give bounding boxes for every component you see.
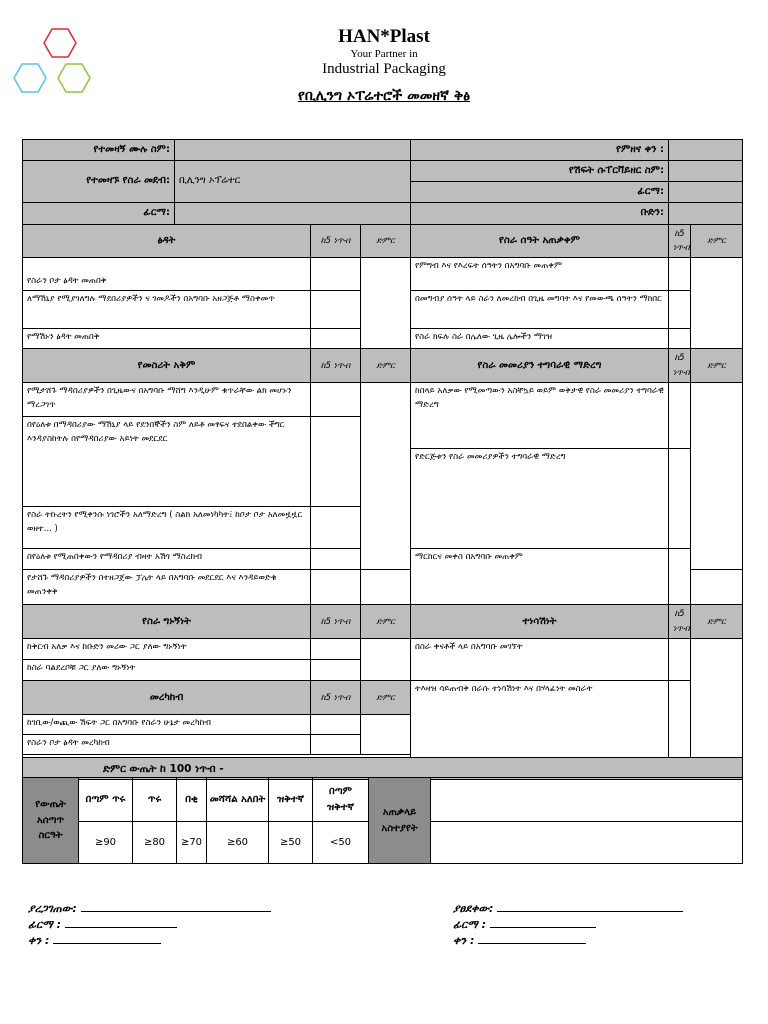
evaluation-date-label: የምዘና ቀን :	[411, 140, 669, 161]
evaluatee-name-field[interactable]	[175, 140, 411, 161]
total-cell[interactable]	[691, 570, 743, 605]
score-cell[interactable]	[311, 570, 361, 605]
score-cell[interactable]	[311, 329, 361, 349]
section-title-reporting: መረካከብ	[23, 681, 311, 715]
relations-item: ከስራ ባልደረቦቹ ጋር ያለው ግኑኝነት	[23, 660, 311, 681]
score-cell[interactable]	[669, 449, 691, 549]
grade-threshold: <50	[313, 822, 369, 864]
resources-item: የታሸጉ ማዳበሪያዎችን በተዘጋጀው ፓሌት ላይ በአግባቡ መደርደር እና እንዳይወድቁ መጠንቀቅ	[23, 570, 311, 605]
verified-by-block	[28, 901, 271, 949]
resources-item: የስራ ትኩረትን የሚቀንሱ ነገሮችን አለማድረግ ( ስልክ አለመነካካት፤ ከቦታ ቦታ አለመዟዟር ወዘተ... )	[23, 507, 311, 549]
verifier-signature-line[interactable]	[65, 918, 177, 928]
safety-item: የማሽኑን ፅዳት መጠበቅ	[23, 329, 311, 349]
score-cell[interactable]	[669, 291, 691, 329]
score-cell[interactable]	[311, 507, 361, 549]
col-total: ድምር	[691, 349, 743, 383]
col-out-of-5: ከ5 ነጥብ	[311, 605, 361, 639]
score-cell[interactable]	[311, 549, 361, 570]
col-total: ድምር	[361, 681, 411, 715]
score-cell[interactable]	[311, 735, 361, 755]
company-name: HAN*Plast	[338, 26, 430, 47]
col-total: ድምር	[361, 224, 411, 258]
total-cell[interactable]	[361, 715, 411, 755]
score-cell[interactable]	[311, 258, 361, 291]
grade-label: በቂ	[177, 778, 207, 822]
score-cell[interactable]	[669, 329, 691, 349]
general-comment-field[interactable]	[431, 822, 743, 864]
shift-supervisor-label: የሽፍት ሱፐርቫይዘር ስም:	[411, 160, 669, 181]
grade-label: ዝቅተኛ	[269, 778, 313, 822]
col-out-of-5: ከ5 ነጥብ	[669, 605, 691, 639]
score-cell[interactable]	[311, 383, 361, 417]
form-title: የቢሊንግ ኦፐሬተሮች መመዘኛ ቅፅ	[298, 88, 470, 104]
section-title-punctuality: ተነሳሽነት	[411, 605, 669, 639]
approver-signature-line[interactable]	[490, 918, 596, 928]
total-cell[interactable]	[361, 639, 411, 681]
reporting-item: የስራን ቦታ ፅዳት መረካከብ	[23, 735, 311, 755]
verified-by-label: ያረጋገጠው:	[28, 902, 77, 915]
grade-threshold: ≥60	[207, 822, 269, 864]
verifier-signature-label: ፊርማ :	[28, 918, 62, 931]
score-cell[interactable]	[311, 715, 361, 735]
score-cell[interactable]	[669, 383, 691, 449]
approver-date-label: ቀን :	[453, 934, 475, 947]
score-cell[interactable]	[311, 660, 361, 681]
procedure-item: የድርጅቱን የስራ መመሪያዎችን ተግባራዊ ማድረግ	[411, 449, 669, 549]
grade-threshold: ≥70	[177, 822, 207, 864]
relations-item: ከቅርብ አለቃ እና ከቡድን መሪው ጋር ያለው ግኑኝነት	[23, 639, 311, 660]
grading-system-label: የውጤት አሰጣጥ ስርዓት	[23, 778, 79, 864]
grade-label: መሻሻል አለበት	[207, 778, 269, 822]
approved-by-block	[453, 901, 683, 949]
safety-item: የስራን ቦታ ፅዳት መጠበቅ	[23, 258, 311, 291]
col-total: ድምር	[691, 224, 743, 258]
col-out-of-5: ከ5 ነጥብ	[311, 349, 361, 383]
score-cell[interactable]	[311, 417, 361, 507]
general-comment-label: አጠቃላይ አስተያየት	[369, 778, 431, 864]
group-label: ቡድን:	[411, 202, 669, 224]
score-cell[interactable]	[669, 639, 691, 681]
evaluation-date-field[interactable]	[669, 140, 743, 161]
score-cell[interactable]	[311, 291, 361, 329]
col-total: ድምር	[361, 349, 411, 383]
resources-item: የሚታሸጉ ማዳበሪያዎችን በጊዜውና በአግባቡ ማሸግ እንዲሁም ቁጥራቸው ልክ መሆኑን ማረጋገጥ	[23, 383, 311, 417]
col-out-of-5: ከ5 ነጥብ	[311, 224, 361, 258]
evaluatee-name-label: የተመዛኝ ሙሉ ስም:	[23, 140, 175, 161]
company-tagline: Your Partner in	[350, 48, 418, 60]
col-total: ድምር	[691, 605, 743, 639]
col-out-of-5: ከ5 ነጥብ	[669, 349, 691, 383]
grade-label: ጥሩ	[133, 778, 177, 822]
grade-threshold: ≥80	[133, 822, 177, 864]
grade-label: በጣም ዝቅተኛ	[313, 778, 369, 822]
total-cell[interactable]	[691, 639, 743, 758]
group-field[interactable]	[669, 202, 743, 224]
total-cell[interactable]	[361, 258, 411, 349]
grading-table	[22, 777, 743, 864]
total-cell[interactable]	[691, 258, 743, 349]
grade-threshold: ≥50	[269, 822, 313, 864]
score-cell[interactable]	[669, 549, 691, 605]
evaluatee-role-value: ቢሊንግ ኦፕሬተር	[175, 160, 411, 202]
section-title-safety: ፅዳት	[23, 224, 311, 258]
verifier-date-line[interactable]	[53, 934, 161, 944]
total-cell[interactable]	[361, 570, 411, 605]
total-cell[interactable]	[691, 383, 743, 570]
procedure-item: ማርከርና መቀስ በአግባቡ መጠቀም	[411, 549, 669, 605]
col-out-of-5: ከ5 ነጥብ	[311, 681, 361, 715]
grade-label: በጣም ጥሩ	[79, 778, 133, 822]
reporting-item: ከገቢው/ወጪው ሽፍት ጋር በአግባቡ የስራን ሁኔታ መረካከብ	[23, 715, 311, 735]
work-hours-item: የስራ ክፍሉ ስራ በሌለው ጊዜ ሌሎችን ማገዝ	[411, 329, 669, 349]
approved-by-line[interactable]	[497, 902, 683, 912]
section-title-resources: የመስሪት አቅም	[23, 349, 311, 383]
resources-item: በየዕለቱ የሚጠበቀውን የማዳበሪያ ብዛት አሽጎ ማስረከብ	[23, 549, 311, 570]
score-cell[interactable]	[311, 639, 361, 660]
work-hours-item: የምግብ እና የእረፍት ሰዓትን በአግባቡ መጠቀም	[411, 258, 669, 291]
approver-signature-label: ፊርማ :	[453, 918, 487, 931]
section-title-relations: የስራ ግኑኝነት	[23, 605, 311, 639]
supervisor-signature-field[interactable]	[669, 181, 743, 202]
punctuality-item: ትእዛዝ ሳይጠብቅ በራሱ ተነሳሽነት እና በሃላፊነት መስራት	[411, 681, 669, 758]
shift-supervisor-field[interactable]	[669, 160, 743, 181]
col-out-of-5: ከ5 ነጥብ	[669, 224, 691, 258]
supervisor-signature-label: ፊርማ:	[411, 181, 669, 202]
work-hours-item: በመግብያ ሰዓት ላይ ስራን ለመረከብ በጊዜ መግባት እና የመውጫ ሰዓትን ማክበር	[411, 291, 669, 329]
section-title-work-hours: የስራ ሰዓት አጠቃቀም	[411, 224, 669, 258]
evaluation-table	[22, 139, 743, 780]
procedure-item: ከበላይ አለቃው የሚመጣውን አስቸኳይ ወይም ወቅታዊ የስራ መመሪያን ተግባራዊ ማድረግ	[411, 383, 669, 449]
punctuality-item: በስራ ቀናቶች ላይ በአግባቡ መገኘት	[411, 639, 669, 681]
approved-by-label: ያፀደቀው:	[453, 902, 494, 915]
evaluatee-signature-label: ፊርማ:	[23, 202, 175, 224]
score-cell[interactable]	[669, 681, 691, 758]
evaluatee-signature-field[interactable]	[175, 202, 411, 224]
section-title-procedure: የስራ መመሪያን ተግባራዊ ማድረግ	[411, 349, 669, 383]
general-comment-field[interactable]	[431, 778, 743, 822]
grand-total-label: ድምር ውጤት ከ 100 ነጥብ -	[23, 758, 743, 780]
grade-threshold: ≥90	[79, 822, 133, 864]
company-industry: Industrial Packaging	[322, 61, 446, 77]
verified-by-line[interactable]	[81, 902, 271, 912]
evaluatee-role-label: የተመዛኙ የስራ መደብ:	[23, 160, 175, 202]
score-cell[interactable]	[669, 258, 691, 291]
col-total: ድምር	[361, 605, 411, 639]
verifier-date-label: ቀን :	[28, 934, 50, 947]
safety-item: ለማሽኒያ የሚያገለግሉ ማደበሪያዎችን ና ገመዶችን በአግባቡ አዘጋጅቶ ማስቀመጥ	[23, 291, 311, 329]
resources-item: በየዕለቱ በማዳበሪያው ማሽኒያ ላይ የደንበኞችን ስም ለይቶ መፃፍና ተደበልቀው ችግር እንዳያስከትሉ በየማዳበሪያው አይነት መደርደር	[23, 417, 311, 507]
total-cell[interactable]	[361, 383, 411, 570]
approver-date-line[interactable]	[478, 934, 586, 944]
